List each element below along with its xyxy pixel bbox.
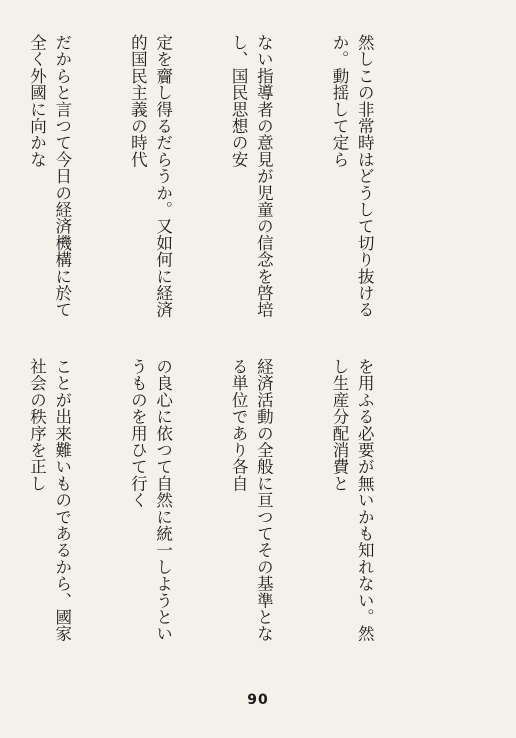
text-line: 経済活動の全般に亘つてその基準となる単位であり各自 <box>229 358 274 642</box>
bottom-paragraph-1 <box>0 358 428 658</box>
text-line: 定を齎し得るだらうか。又如何に経済的国民主義の時代 <box>128 34 173 318</box>
top-text-block <box>6 34 478 334</box>
text-line: を用ふる必要が無いかも知れない。然し生産分配消費と <box>329 358 375 642</box>
text-line: ない指導者の意見が児童の信念を啓培し、国民思想の安 <box>229 34 274 318</box>
page-number: 90 <box>247 692 269 708</box>
text-line: だからと言つて今日の経済機構に於て全く外國に向かな <box>27 34 72 318</box>
text-line: ことが出来難いものであるから、國家社会の秩序を正し <box>27 358 72 642</box>
text-line: の良心に依つて自然に統一しようというものを用ひて行く <box>128 358 173 642</box>
bottom-text-block <box>6 358 478 658</box>
text-line: 然しこの非常時はどうして切り抜けるか。動揺して定ら <box>329 34 375 318</box>
top-paragraph-1 <box>0 34 428 334</box>
